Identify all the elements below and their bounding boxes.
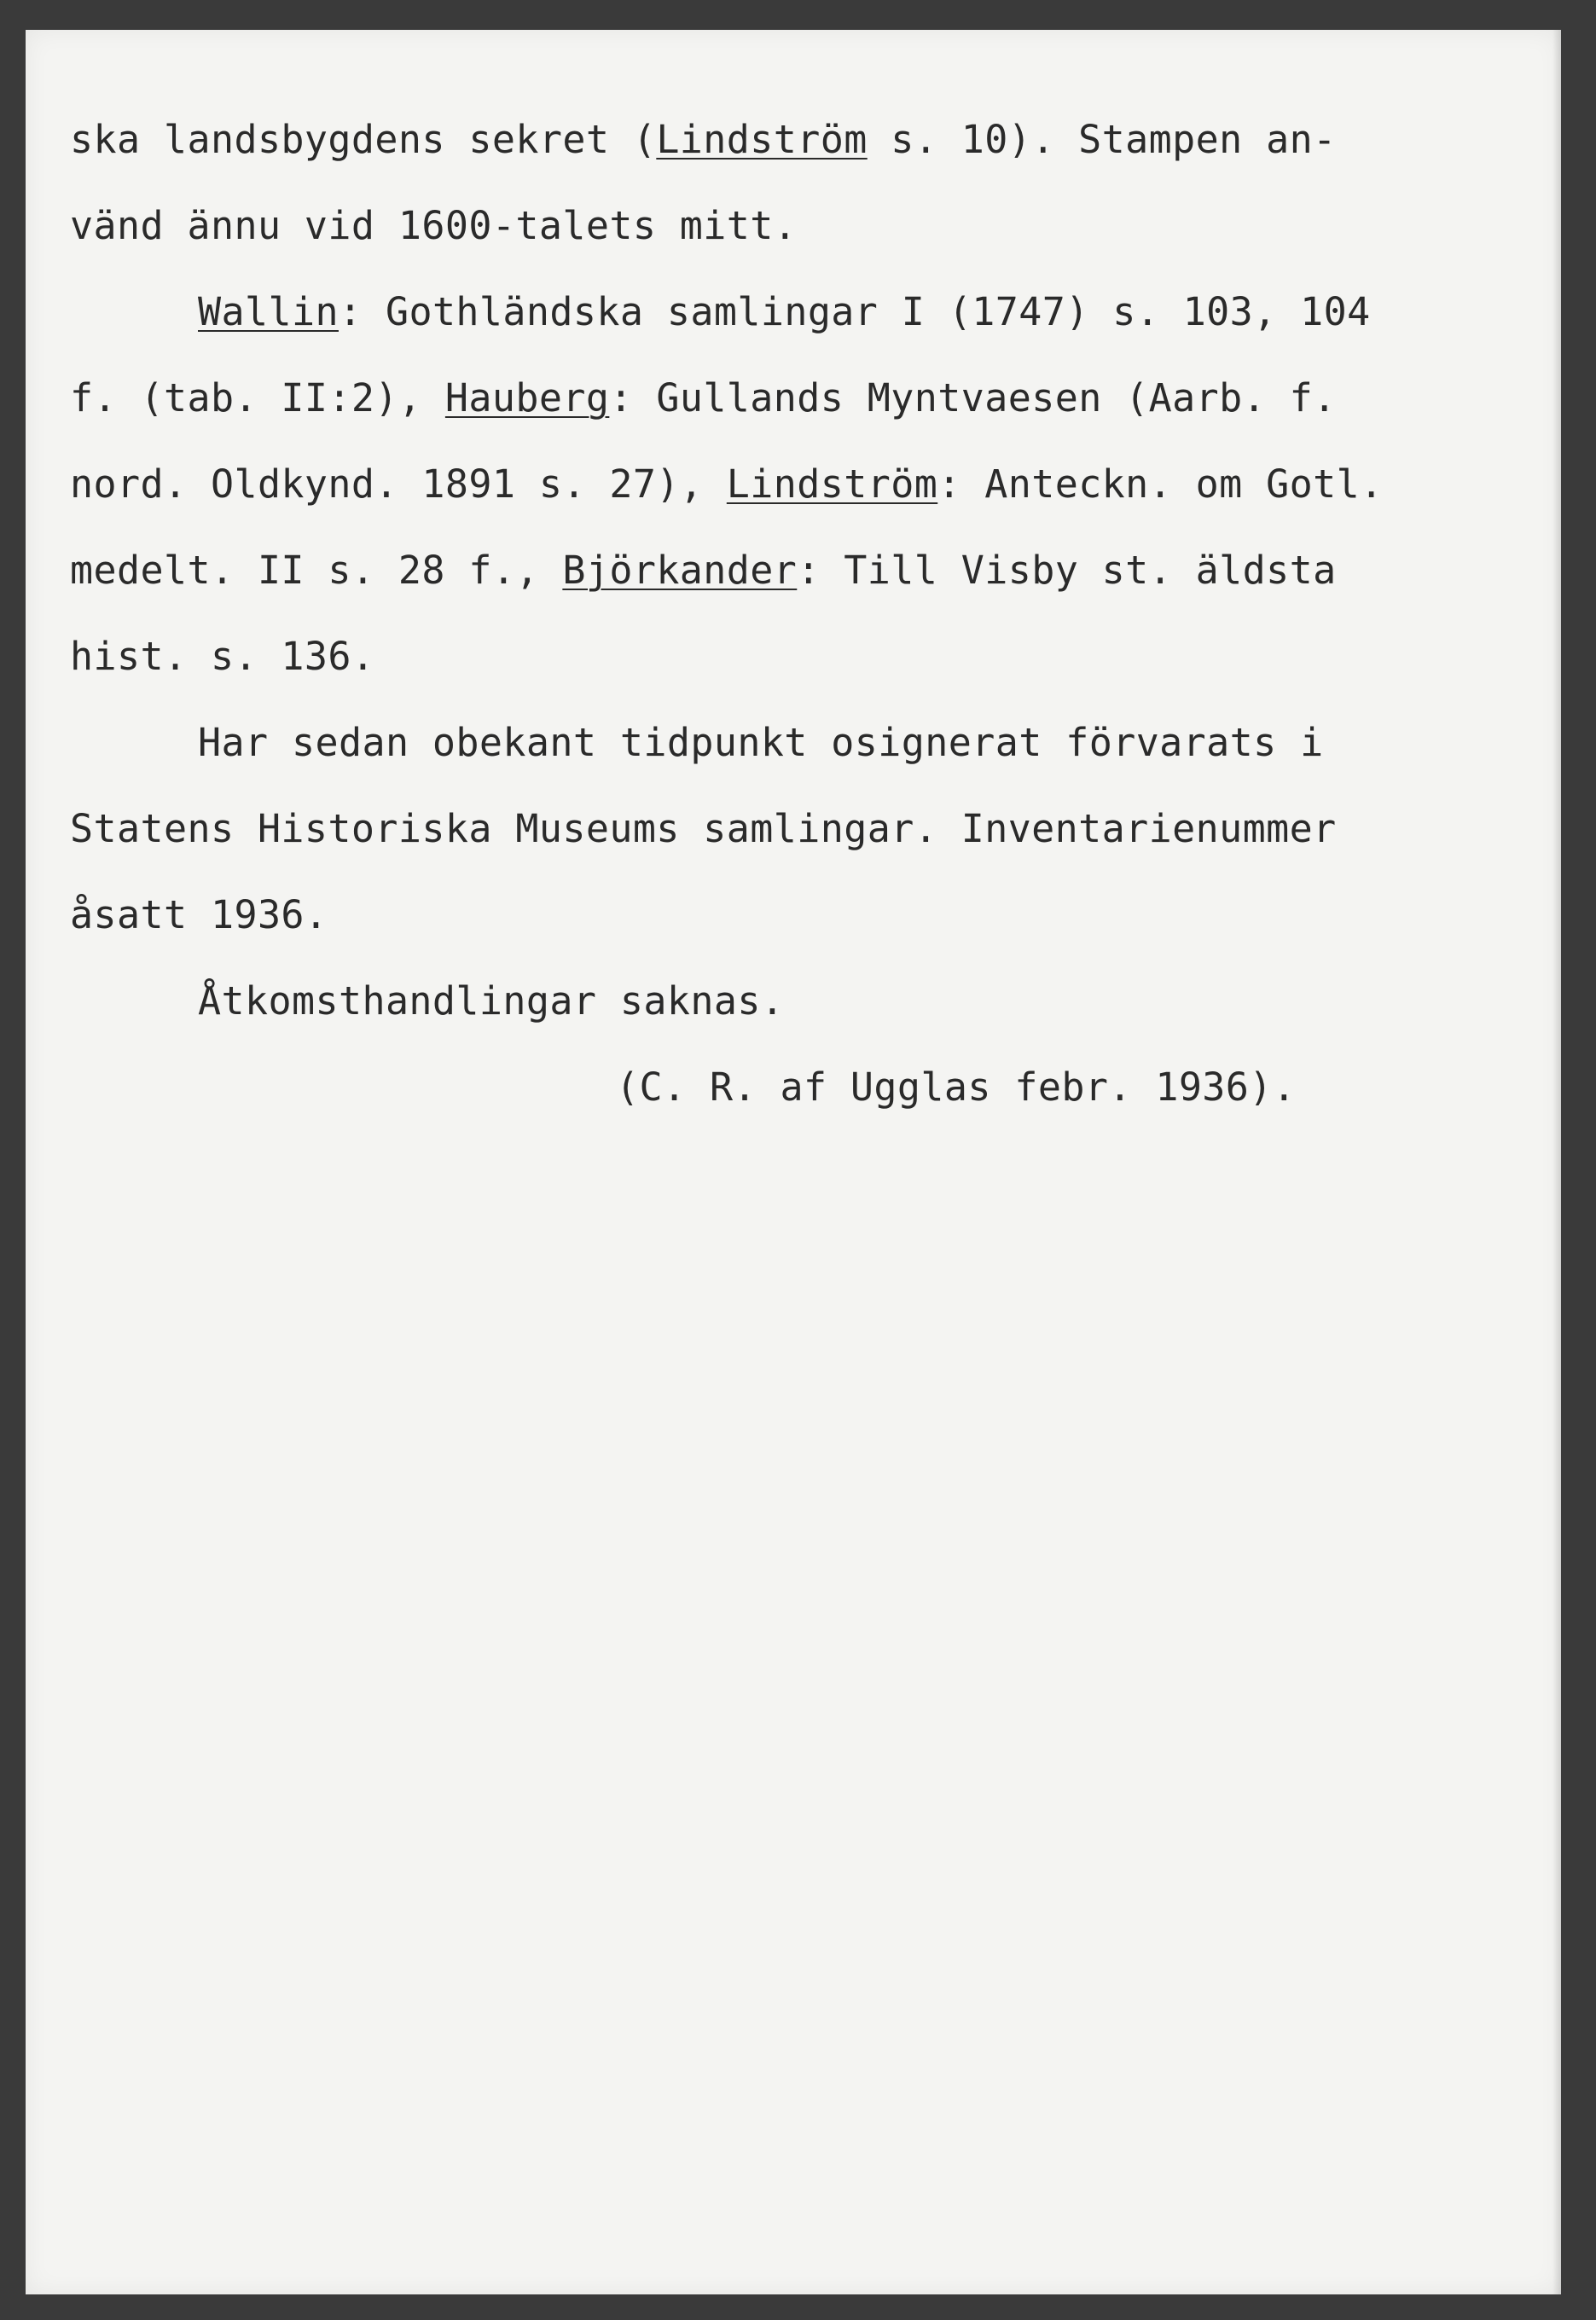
text-line-8: Har sedan obekant tidpunkt osignerat förvarats i bbox=[198, 720, 1324, 765]
text-line-7: hist. s. 136. bbox=[70, 634, 375, 679]
author-reference: Hauberg bbox=[444, 375, 610, 420]
author-reference: Lindström bbox=[726, 461, 938, 507]
typed-text bbox=[70, 96, 1550, 1130]
author-reference: Wallin bbox=[198, 289, 339, 334]
text-line-11: Åtkomsthandlingar saknas. bbox=[198, 978, 785, 1024]
text-line-3: Wallin: Gothländska samlingar I (1747) s. 103, 104 bbox=[198, 289, 1371, 334]
text-line-1: ska landsbygdens sekret (Lindström s. 10). Stampen an- bbox=[70, 117, 1337, 162]
signature-line: (C. R. af Ugglas febr. 1936). bbox=[616, 1064, 1297, 1110]
author-reference: Lindström bbox=[656, 117, 868, 162]
text-line-6: medelt. II s. 28 f., Björkander: Till Visby st. äldsta bbox=[70, 548, 1337, 593]
text-line-4: f. (tab. II:2), Hauberg: Gullands Myntvaesen (Aarb. f. bbox=[70, 375, 1337, 420]
author-reference: Björkander bbox=[562, 548, 798, 593]
text-line-2: vänd ännu vid 1600-talets mitt. bbox=[70, 203, 798, 248]
text-line-5: nord. Oldkynd. 1891 s. 27), Lindström: Anteckn. om Gotl. bbox=[70, 461, 1384, 507]
index-card bbox=[26, 30, 1561, 2294]
text-line-9: Statens Historiska Museums samlingar. Inventarienummer bbox=[70, 806, 1337, 851]
text-line-10: åsatt 1936. bbox=[70, 892, 328, 937]
